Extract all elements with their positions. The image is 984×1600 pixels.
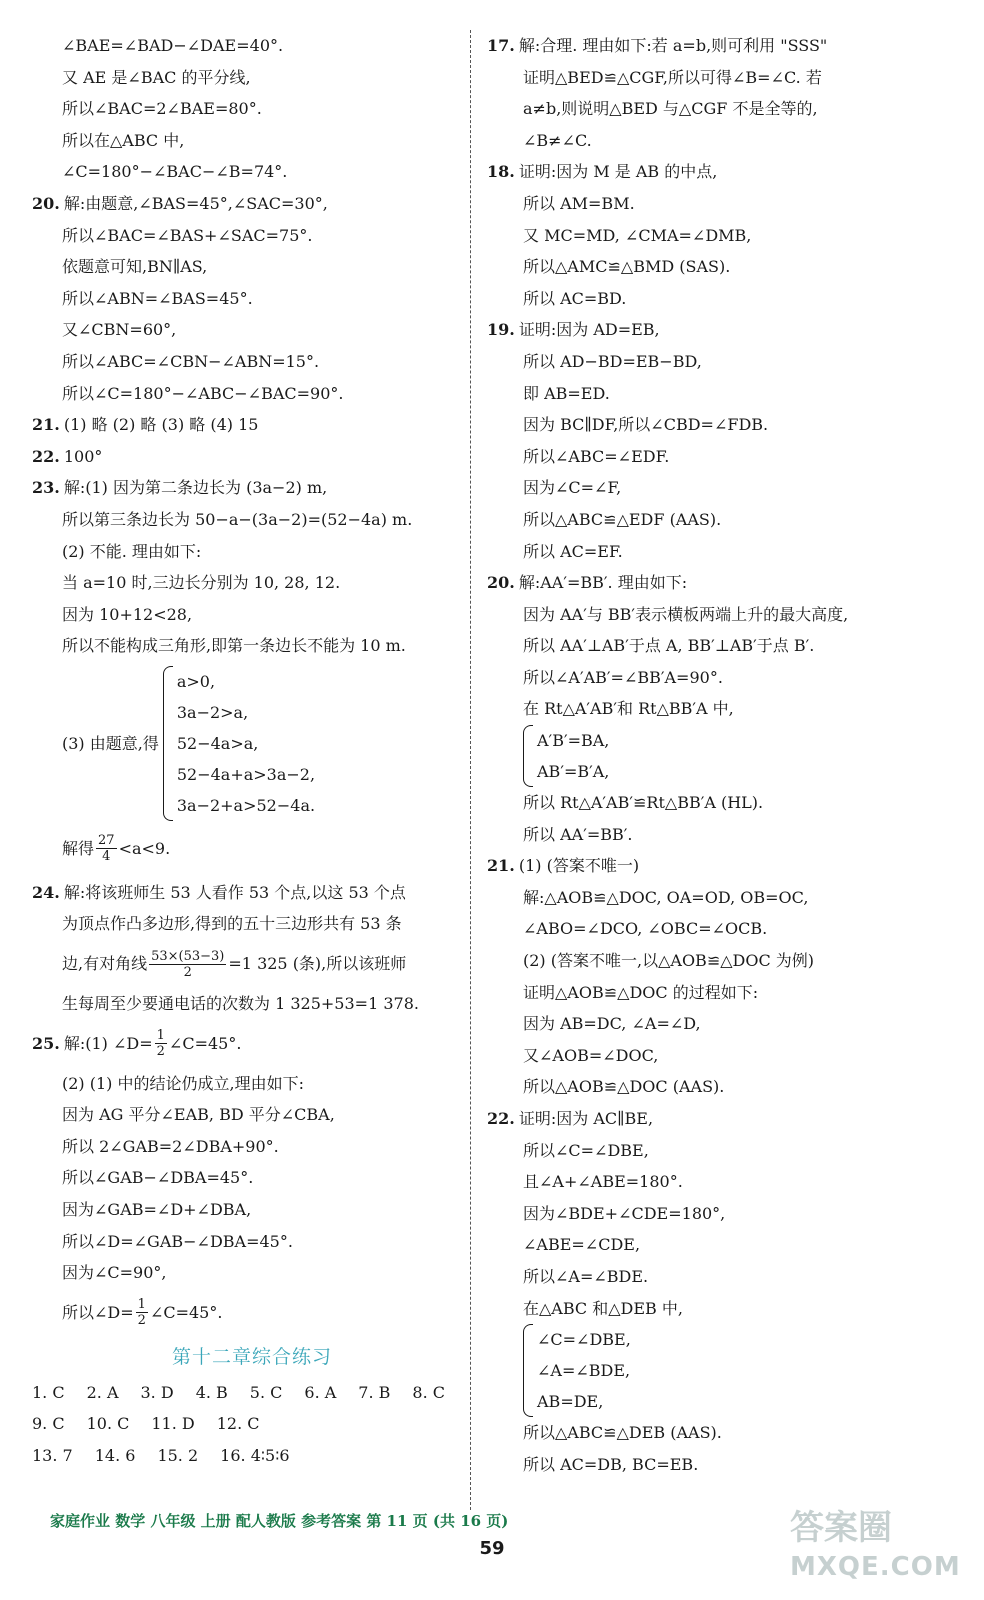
text-line: (2) (1) 中的结论仍成立,理由如下:: [62, 1073, 304, 1093]
text-line: 因为∠C=90°,: [62, 1263, 167, 1283]
text-line: 生每周至少要通电话的次数为 1 325+53=1 378.: [62, 994, 419, 1014]
text-fragment: 解:(1) ∠D=: [63, 1033, 153, 1053]
text-line: 因为 AG 平分∠EAB, BD 平分∠CBA,: [62, 1105, 335, 1125]
fill-answer: 13. 7: [32, 1446, 73, 1465]
answer-21-line: [487, 850, 927, 882]
watermark-logo: 答案圈: [790, 1508, 892, 1548]
text-line: 因为∠GAB=∠D+∠DBA,: [62, 1200, 252, 1220]
fill-answer: 14. 6: [94, 1446, 136, 1465]
text-line: 所以∠ABC=∠CBN−∠ABN=15°.: [62, 351, 320, 371]
question-number: 23.: [32, 478, 60, 498]
text-line: 所以 AC=EF.: [523, 541, 623, 561]
text-line: 所以∠C=180°−∠ABC−∠BAC=90°.: [62, 383, 344, 403]
text-line: 解:由题意,∠BAS=45°,∠SAC=30°,: [63, 193, 328, 213]
question-number: 24.: [32, 882, 60, 902]
text-line: 所以△AMC≌△BMD (SAS).: [523, 257, 731, 277]
text-line: 所以 2∠GAB=2∠DBA+90°.: [62, 1136, 279, 1156]
text-line: 又 AE 是∠BAC 的平分线,: [62, 67, 251, 87]
text-line: 依题意可知,BN∥AS,: [62, 257, 208, 277]
mc-answer: 9. C: [32, 1414, 65, 1434]
mc-answer: 11. D: [151, 1414, 195, 1434]
text-line: 证明:因为 AC∥BE,: [518, 1109, 654, 1128]
answer-24-line: [32, 877, 472, 909]
text-line: 所以∠D=∠GAB−∠DBA=45°.: [62, 1231, 293, 1251]
watermark-url: MXQE.COM: [790, 1552, 961, 1582]
text-fragment: ∠C=45°.: [168, 1033, 242, 1053]
denominator: 2: [137, 1313, 146, 1329]
system-line: 52−4a>a,: [176, 733, 259, 753]
answer-18-line: [487, 156, 927, 188]
text-line: 即 AB=ED.: [523, 383, 610, 403]
fraction: [96, 833, 117, 864]
text-line: 所以 AD−BD=EB−BD,: [523, 351, 702, 371]
mc-answer: 3. D: [140, 1382, 174, 1402]
brace-icon: [523, 725, 533, 787]
text-fragment: ∠C=45°.: [149, 1302, 223, 1322]
text-line: 所以 AC=BD.: [523, 288, 627, 308]
system-line: AB′=B′A,: [537, 762, 610, 782]
denominator: 2: [183, 964, 192, 980]
fill-answer: 15. 2: [157, 1446, 199, 1465]
numerator: 53×(53−3): [151, 948, 225, 964]
mc-answer: 7. B: [358, 1382, 391, 1402]
mc-answer: 6. A: [304, 1382, 337, 1402]
question-number: 19.: [487, 320, 515, 340]
text-line: [32, 1289, 472, 1337]
text-fragment: <a<9.: [118, 838, 171, 858]
text-line: 所以∠A=∠BDE.: [523, 1266, 649, 1286]
question-number: 18.: [487, 162, 515, 182]
mc-answers-row: [32, 1408, 472, 1440]
system-line: ∠A=∠BDE,: [537, 1361, 631, 1381]
text-line: 100°: [63, 446, 103, 466]
text-line: 解:合理. 理由如下:若 a=b,则可利用 "SSS": [518, 36, 828, 55]
text-line: 所以不能构成三角形,即第一条边长不能为 10 m.: [62, 636, 406, 656]
question-number: 22.: [487, 1109, 515, 1128]
text-line: 解:将该班师生 53 人看作 53 个点,以这 53 个点: [63, 882, 406, 902]
text-line: 为顶点作凸多边形,得到的五十三边形共有 53 条: [62, 914, 402, 934]
text-line: 且∠A+∠ABE=180°.: [523, 1172, 683, 1192]
text-line: ∠ABE=∠CDE,: [523, 1235, 641, 1255]
text-line: 当 a=10 时,三边长分别为 10, 28, 12.: [62, 573, 341, 593]
mc-answer: 5. C: [249, 1382, 283, 1402]
question-number: 21.: [32, 415, 60, 435]
text-line: 解:AA′=BB′. 理由如下:: [518, 573, 688, 593]
text-line: 所以 AA′=BB′.: [523, 824, 633, 844]
answer-20-line: [32, 188, 472, 220]
question-number: 17.: [487, 36, 515, 55]
text-line: 证明:因为 M 是 AB 的中点,: [518, 162, 718, 182]
system-lines: [537, 1324, 631, 1417]
numerator: 1: [137, 1297, 146, 1313]
numerator: 27: [98, 833, 115, 849]
text-line: 所以 Rt△A′AB′≌Rt△BB′A (HL).: [523, 793, 764, 813]
text-line: 证明△AOB≌△DOC 的过程如下:: [523, 982, 759, 1002]
text-line: 所以 AC=DB, BC=EB.: [523, 1454, 699, 1474]
text-line: 所以第三条边长为 50−a−(3a−2)=(52−4a) m.: [62, 509, 413, 529]
text-line: 在△ABC 和△DEB 中,: [523, 1298, 683, 1318]
text-line: 所以在△ABC 中,: [62, 130, 185, 150]
fraction: [149, 949, 226, 980]
mc-answers-row: [32, 1377, 472, 1409]
text-line: 证明△BED≌△CGF,所以可得∠B=∠C. 若: [523, 67, 822, 87]
fraction: [155, 1028, 167, 1059]
system-line: 3a−2+a>52−4a.: [176, 795, 316, 815]
system-line: A′B′=BA,: [537, 731, 610, 751]
solution-line: [32, 825, 472, 873]
denominator: 4: [102, 849, 111, 865]
text-line: 所以∠ABN=∠BAS=45°.: [62, 288, 253, 308]
text-line: 因为 AA′与 BB′表示横板两端上升的最大高度,: [523, 604, 849, 624]
numerator: 1: [156, 1028, 165, 1044]
system-line: ∠C=∠DBE,: [537, 1330, 631, 1350]
text-fragment: 边,有对角线: [62, 954, 148, 974]
text-line: ∠B≠∠C.: [523, 130, 592, 150]
text-line: ∠C=180°−∠BAC−∠B=74°.: [62, 162, 288, 182]
question-number: 20.: [32, 193, 60, 213]
text-line: 所以△ABC≌△DEB (AAS).: [523, 1423, 722, 1443]
question-number: 22.: [32, 446, 60, 466]
text-fragment: =1 325 (条),所以该班师: [228, 954, 407, 974]
system-line: 3a−2>a,: [176, 702, 249, 722]
system-lines: [537, 725, 609, 787]
text-line: 所以∠C=∠DBE,: [523, 1140, 649, 1160]
text-line: 解:△AOB≌△DOC, OA=OD, OB=OC,: [523, 887, 809, 907]
system-lines: [177, 666, 315, 821]
question-number: 21.: [487, 856, 515, 876]
mc-answer: 12. C: [216, 1414, 260, 1434]
text-line: 因为 BC∥DF,所以∠CBD=∠FDB.: [523, 415, 769, 435]
question-number: 20.: [487, 573, 515, 593]
denominator: 2: [156, 1044, 165, 1060]
text-line: (1) 略 (2) 略 (3) 略 (4) 15: [63, 415, 259, 435]
text-line: 所以△ABC≌△EDF (AAS).: [523, 509, 722, 529]
section-heading: 第十二章综合练习: [171, 1345, 332, 1368]
text-line: 所以∠A′AB′=∠BB′A=90°.: [523, 667, 723, 687]
system-line: 52−4a+a>3a−2,: [176, 764, 316, 784]
text-line: 又 MC=MD, ∠CMA=∠DMB,: [523, 225, 752, 245]
mc-answer: 8. C: [412, 1382, 445, 1402]
text-line: 又∠CBN=60°,: [62, 320, 177, 340]
answer-25-line: [32, 1020, 472, 1068]
answer-22-line: [487, 1103, 927, 1135]
text-line: 所以∠ABC=∠EDF.: [523, 446, 670, 466]
text-fragment: 所以∠D=: [62, 1302, 134, 1322]
fill-answer: 16. 4∶5∶6: [220, 1446, 290, 1465]
equation-system: [32, 666, 472, 821]
mc-answer: 4. B: [195, 1382, 228, 1402]
text-line: a≠b,则说明△BED 与△CGF 不是全等的,: [523, 99, 818, 119]
text-line: 又∠AOB=∠DOC,: [523, 1045, 659, 1065]
answer-22-line: [32, 441, 472, 473]
equation-system: [487, 1324, 927, 1417]
system-label: (3) 由题意,得: [62, 733, 159, 753]
text-line: ∠ABO=∠DCO, ∠OBC=∠OCB.: [523, 919, 768, 939]
text-line: 所以 AM=BM.: [523, 193, 635, 213]
system-line: a>0,: [176, 671, 216, 691]
fill-answers-row: [32, 1440, 472, 1472]
answer-19-line: [487, 314, 927, 346]
brace-icon: [523, 1324, 533, 1417]
text-line: 证明:因为 AD=EB,: [518, 320, 660, 340]
answer-21-line: [32, 409, 472, 441]
text-line: 在 Rt△A′AB′和 Rt△BB′A 中,: [523, 699, 734, 719]
text-line: 因为∠BDE+∠CDE=180°,: [523, 1203, 726, 1223]
right-column: [487, 30, 927, 1480]
text-line: 解:(1) 因为第二条边长为 (3a−2) m,: [63, 478, 328, 498]
text-line: ∠BAE=∠BAD−∠DAE=40°.: [62, 36, 284, 55]
text-line: 所以△AOB≌△DOC (AAS).: [523, 1077, 725, 1097]
text-line: 因为 AB=DC, ∠A=∠D,: [523, 1014, 701, 1034]
fraction: [136, 1297, 148, 1328]
answer-23-line: [32, 472, 472, 504]
left-column: [32, 30, 472, 1472]
text-line: 所以∠GAB−∠DBA=45°.: [62, 1168, 254, 1188]
text-line: 所以 AA′⊥AB′于点 A, BB′⊥AB′于点 B′.: [523, 636, 815, 656]
brace-icon: [163, 666, 173, 821]
text-line: 所以∠BAC=∠BAS+∠SAC=75°.: [62, 225, 313, 245]
mc-answer: 2. A: [86, 1382, 119, 1402]
page-footer: 家庭作业 数学 八年级 上册 配人教版 参考答案 第 11 页 (共 16 页): [50, 1512, 509, 1530]
text-fragment: 解得: [62, 838, 95, 858]
page-number: 59: [479, 1538, 505, 1559]
answer-20-line: [487, 567, 927, 599]
text-line: 因为 10+12<28,: [62, 604, 193, 624]
system-line: AB=DE,: [537, 1392, 604, 1412]
equation-system: [487, 725, 927, 787]
mc-answer: 10. C: [86, 1414, 130, 1434]
text-line: (2) 不能. 理由如下:: [62, 541, 202, 561]
text-line: 因为∠C=∠F,: [523, 478, 622, 498]
mc-answer: 1. C: [32, 1382, 65, 1402]
text-line: (1) (答案不唯一): [518, 856, 640, 876]
text-line: [32, 940, 472, 988]
question-number: 25.: [32, 1033, 60, 1053]
text-line: (2) (答案不唯一,以△AOB≌△DOC 为例): [523, 951, 815, 971]
text-line: 所以∠BAC=2∠BAE=80°.: [62, 99, 262, 119]
answer-17-line: [487, 30, 927, 62]
